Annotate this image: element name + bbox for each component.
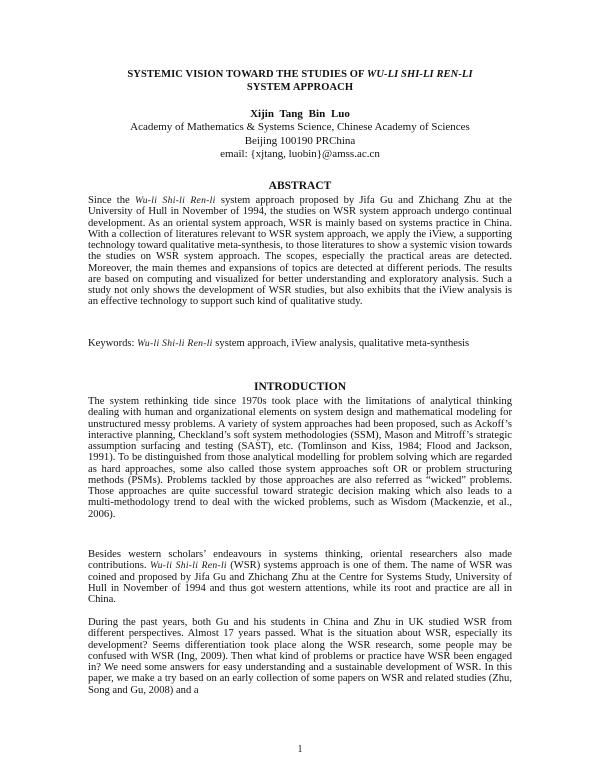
abstract-heading: ABSTRACT [268,180,332,192]
introduction-heading: INTRODUCTION [253,381,346,393]
author-block [60,108,540,161]
email: email: {xjtang, luobin}@amss.ac.cn [220,147,380,160]
author-names: Xijin Tang Bin Luo [250,108,350,120]
keywords-italic-term: Wu-li Shi-li Ren-li [137,338,213,349]
abstract-intro: Since the [88,195,135,206]
keywords-label: Keywords: [88,338,138,349]
intro-paragraph-3: During the past years, both Gu and his students in China and Zhu in UK studied WSR from different perspectives. Almost 17 years passed. What is the situation about WSR, especially its development? Seems differentiation took place along the WSR research, some people may be confused with WSR (Ing, 2009). Then what kind of problems or practice have WSR been engaged in? We need some answers for easy understanding and a sustainable development of WSR. In this paper, we make a try based on an early collection of some papers on WSR and related studies (Zhu, Song and Gu, 2008) and a [88,617,512,696]
abstract-italic-term: Wu-li Shi-li Ren-li [134,195,216,206]
title-line-2: SYSTEM APPROACH [246,82,354,93]
intro-p2-intro: Besides western scholars’ endeavours in systems thinking, oriental researchers also made contributions. [88,549,512,572]
intro-p2-body: (WSR) systems approach is one of them. The name of WSR was coined and proposed by Jifa Gu and Zhichang Zhu at the Centre for Systems Study, University of Hull in November of 1994 and thus got western attentions, while its root and practice are all in China. [88,560,512,605]
affiliation: Academy of Mathematics & Systems Science, Chinese Academy of Sciences [130,121,470,134]
keywords [88,338,512,349]
abstract-body: system approach proposed by Jifa Gu and Zhichang Zhu at the University of Hull in November of 1994, the studies on WSR system approach undergo continual development. As an oriental system approach, WSR is mainly based on systems practice in China. With a collection of literatures relevant to WSR system approach, we apply the iView, a supporting technology toward qualitative meta-synthesis, to those literatures to show a systemic vision towards the studies on WSR system approach. The scopes, especially the practical areas are detected. Moreover, the main themes and expansions of topics are detected at different periods. The results are based on computing and visualized for better understanding and exploratory analysis. Such a study not only shows the development of WSR studies, but also exhibits that the iView analysis is an effective technology to support such kind of qualitative study. [88,195,512,308]
intro-paragraph-2 [88,549,512,605]
title-text: SYSTEMIC VISION TOWARD THE STUDIES OF [127,69,367,80]
page-number: 1 [297,744,303,755]
address: Beijing 100190 PRChina [244,134,356,147]
intro-p2-italic-term: Wu-li Shi-li Ren-li [149,560,227,572]
paper-title [60,68,540,94]
title-italic: WU-LI SHI-LI REN-LI [366,69,473,80]
intro-paragraph-1: The system rethinking tide since 1970s took place with the limitations of analytical thinking dealing with human and organizational elements on system design and mathematical modeling for unstructured messy problems. A variety of system approaches had been proposed, such as Ackoff’s interactive planning, Checkland’s soft system methodologies (SSM), Mason and Mitroff’s strategic assumption surfacing and testing (SAST), etc. (Tomlinson and Kiss, 1984; Flood and Jackson, 1991). To be distinguished from those analytical modelling for problem solving which are regarded as hard approaches, some also called those system approaches soft OR or problem structuring methods (PSMs). Problems tackled by those approaches are also referred as “wicked” problems. Those approaches are quite successful toward strategic decision making which also leads to a multi-methodology trend to deal with the wicked problems, such as Wisdom (Mackenzie, et al., 2006). [88,396,512,520]
keywords-text: system approach, iView analysis, qualitative meta-synthesis [212,338,470,349]
abstract-text [88,195,512,308]
